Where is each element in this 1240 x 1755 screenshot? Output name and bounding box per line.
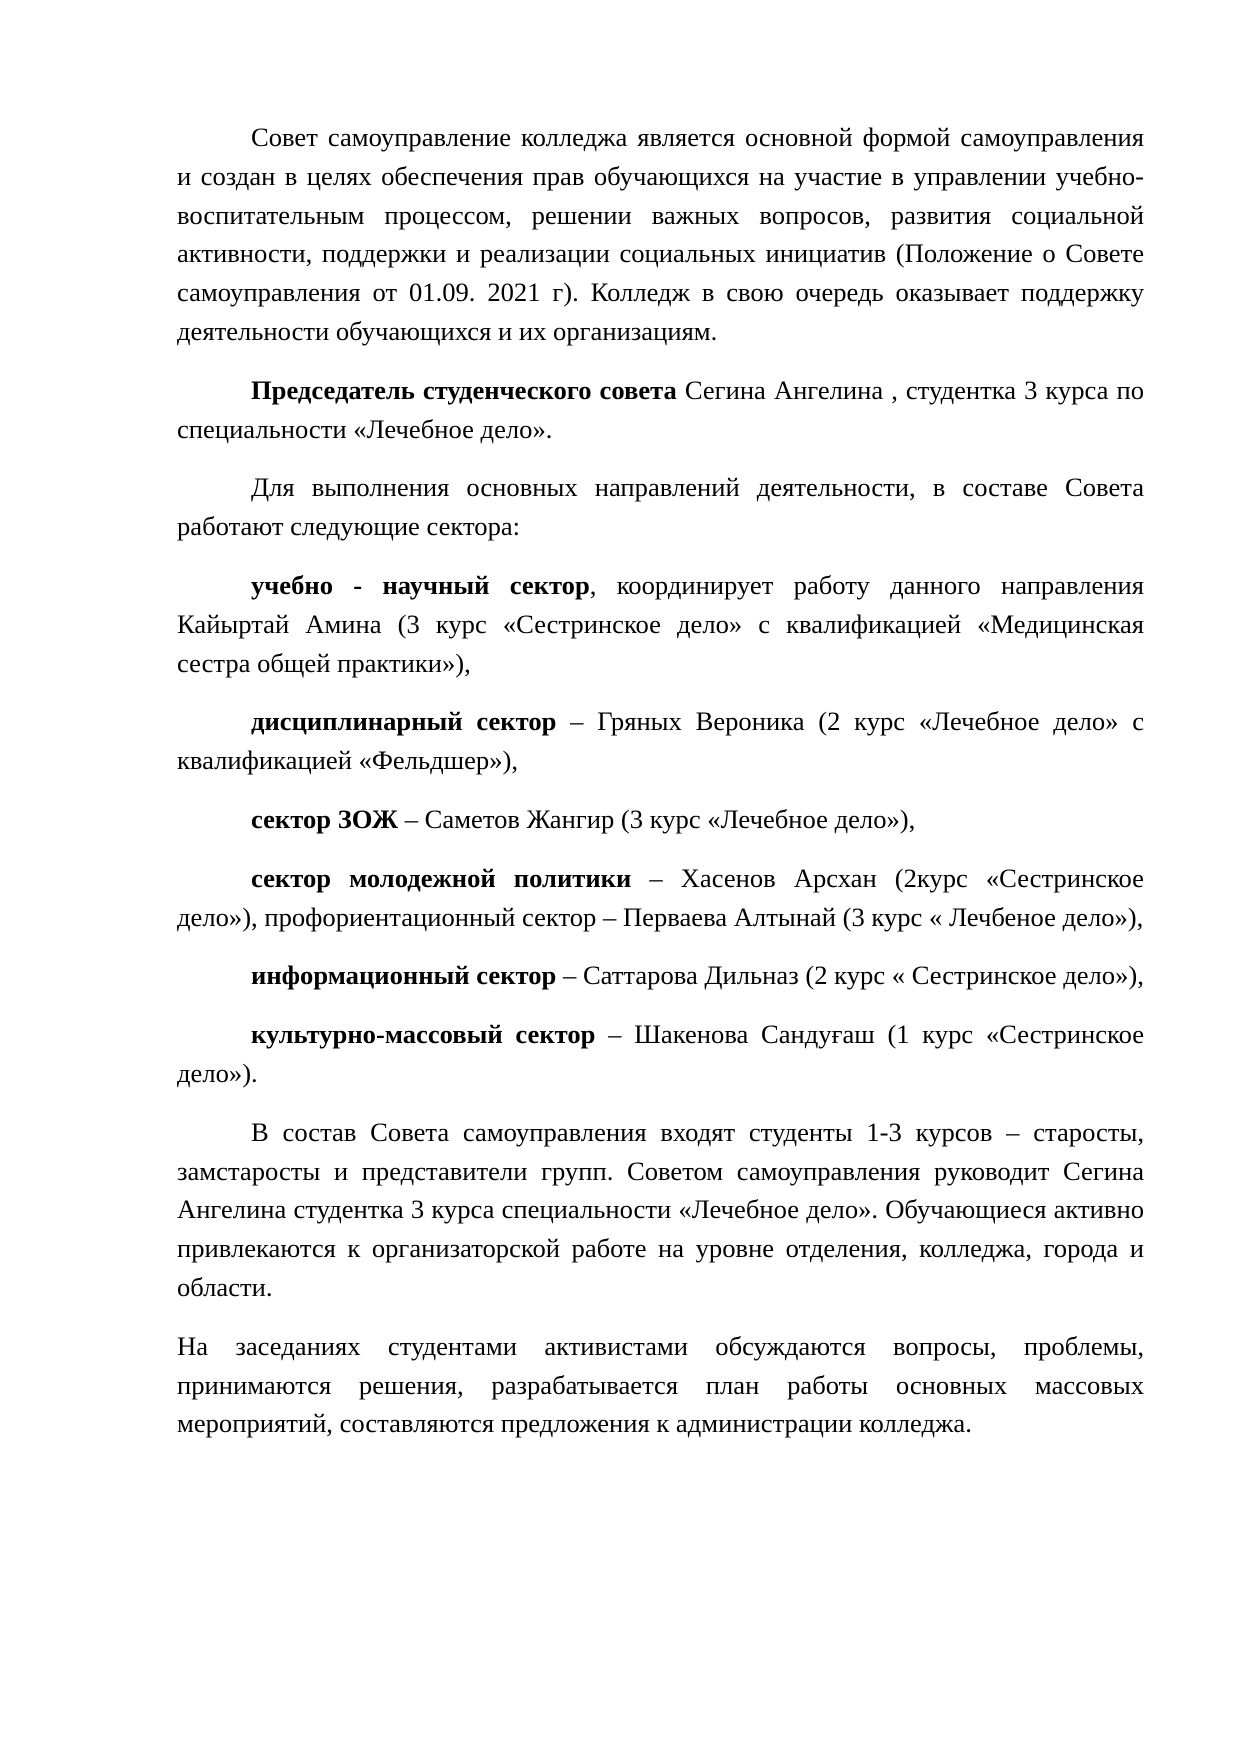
- sector-academic-text: , координирует работу данного направления Кайыртай Амина (3 курс «Сестринское дело» с квалификацией «Медицинская сестра общей практики»),: [177, 569, 1144, 678]
- sector-culture-name: культурно-массовый сектор: [251, 1019, 596, 1050]
- sector-youth-text: – Хасенов Арсхан (2курс «Сестринское дело»), профориентационный сектор – Перваева Алтынай (3 курс « Лечбеное дело»),: [177, 862, 1144, 932]
- sector-youth-name: сектор молодежной политики: [251, 862, 632, 893]
- chairman-text: Сегина Ангелина , студентка 3 курса по специальности «Лечебное дело».: [177, 374, 1144, 444]
- sector-info-name: информационный сектор: [251, 960, 557, 991]
- paragraph-chairman: [177, 371, 1144, 449]
- document-page: [177, 118, 1144, 1463]
- paragraph-sector-academic: [177, 566, 1144, 682]
- paragraph-sectors-intro: Для выполнения основных направлений деятельности, в составе Совета работают следующие сектора:: [177, 472, 1144, 542]
- sector-health-name: сектор ЗОЖ: [251, 803, 399, 834]
- sector-academic-name: учебно - научный сектор: [251, 569, 590, 600]
- sector-info-text: – Саттарова Дильназ (2 курс « Сестринское дело»),: [556, 960, 1144, 991]
- paragraph-sector-discipline: [177, 702, 1144, 780]
- paragraph-sector-health: [177, 800, 1144, 839]
- chairman-heading: Председатель студенческого совета: [251, 374, 677, 405]
- paragraph-meetings: На заседаниях студентами активистами обсуждаются вопросы, проблемы, принимаются решения, разрабатывается план работы основных массовых мероприятий, составляются предложения к администрации колледжа.: [177, 1330, 1144, 1439]
- sector-discipline-name: дисциплинарный сектор: [251, 706, 557, 737]
- sector-health-text: – Саметов Жангир (3 курс «Лечебное дело»),: [398, 803, 916, 834]
- sector-discipline-text: – Гряных Вероника (2 курс «Лечебное дело» с квалификацией «Фельдшер»),: [177, 706, 1144, 776]
- paragraph-council-members: В состав Совета самоуправления входят студенты 1-3 курсов – старосты, замстаросты и представители групп. Советом самоуправления руководит Сегина Ангелина студентка 3 курса специальности «Лечебное дело». Обучающиеся активно привлекаются к организаторской работе на уровне отделения, колледжа, города и области.: [177, 1116, 1144, 1302]
- sector-culture-text: – Шакенова Сандуғаш (1 курс «Сестринское дело»).: [177, 1019, 1144, 1088]
- paragraph-sector-info: [177, 956, 1144, 995]
- paragraph-council-intro: Совет самоуправление колледжа является основной формой самоуправления и создан в целях обеспечения прав обучающихся на участие в управлении учебно-воспитательным процессом, решении важных вопросов, развития социальной активности, поддержки и реализации социальных инициатив (Положение о Совете самоуправления от 01.09. 2021 г). Колледж в свою очередь оказывает поддержку деятельности обучающихся и их организациям.: [177, 122, 1144, 346]
- paragraph-sector-youth: [177, 859, 1144, 937]
- paragraph-sector-culture: [177, 1015, 1144, 1093]
